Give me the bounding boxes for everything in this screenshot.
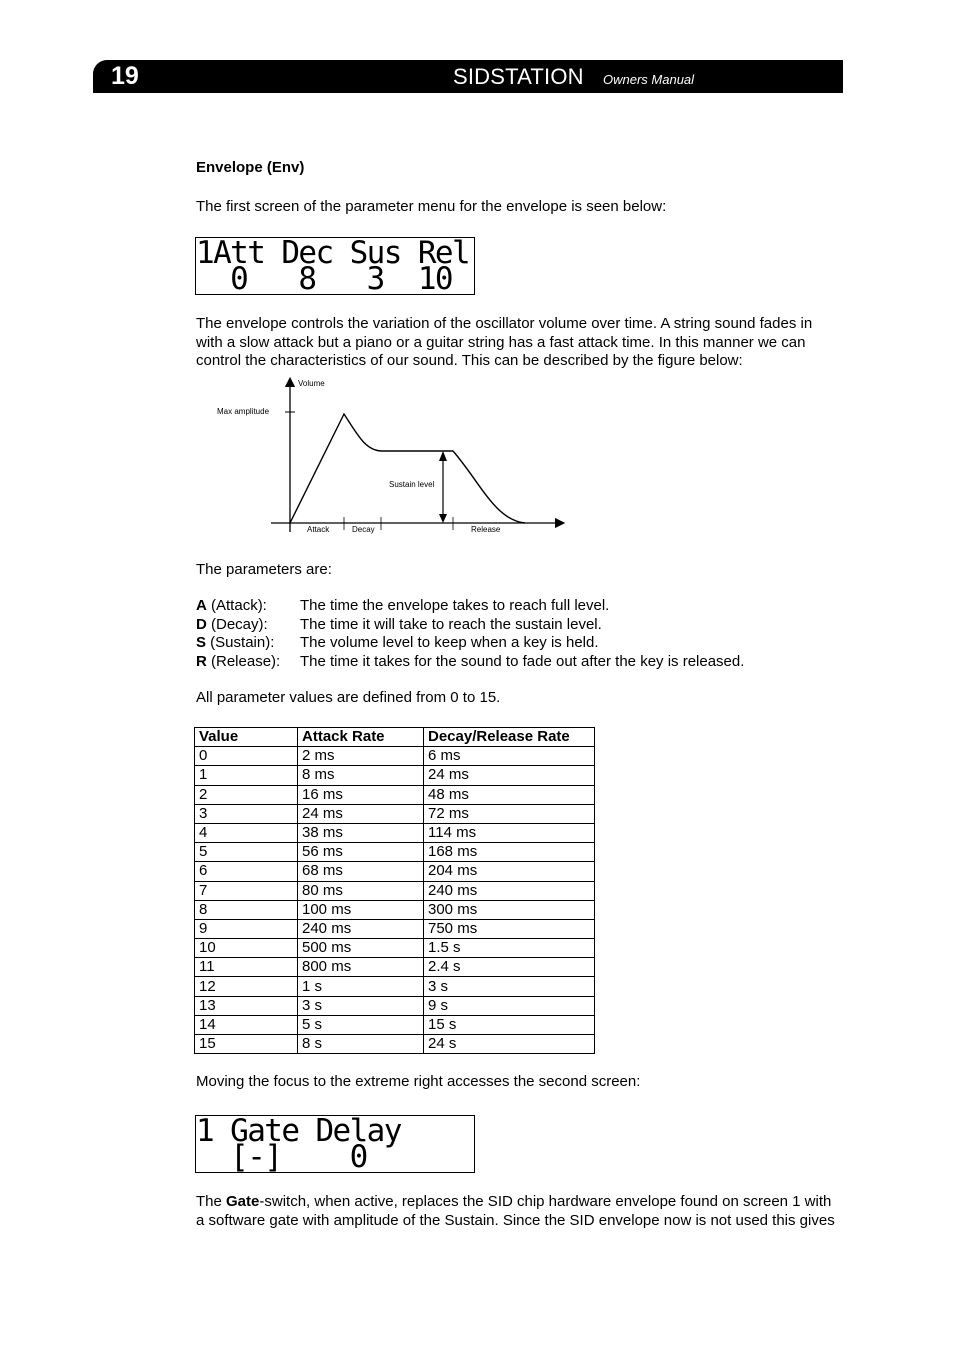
rate-table-body: [195, 747, 595, 1054]
gate-text-line-1: The Gate-switch, when active, replaces the SID chip hardware envelope found on screen 1 with: [196, 1193, 832, 1210]
table-row: [195, 919, 595, 938]
cell-attack-rate: 500 ms: [298, 939, 424, 958]
param-desc: The time it takes for the sound to fade out after the key is released.: [300, 652, 745, 670]
header-subtitle: Owners Manual: [603, 72, 695, 87]
cell-decay-release-rate: 6 ms: [424, 747, 595, 766]
header-attack-rate: Attack Rate: [298, 728, 424, 747]
cell-decay-release-rate: 750 ms: [424, 919, 595, 938]
cell-decay-release-rate: 168 ms: [424, 843, 595, 862]
cell-value: 5: [195, 843, 298, 862]
cell-attack-rate: 24 ms: [298, 804, 424, 823]
lcd-row-2: [-] 0: [196, 1139, 367, 1175]
gate-term: Gate: [226, 1193, 260, 1210]
cell-value: 8: [195, 900, 298, 919]
cell-decay-release-rate: 2.4 s: [424, 958, 595, 977]
table-row: [195, 881, 595, 900]
intro-text: The first screen of the parameter menu for the envelope is seen below:: [196, 198, 667, 215]
sustain-arrow-bottom: [439, 514, 447, 523]
cell-decay-release-rate: 114 ms: [424, 823, 595, 842]
table-row: [195, 977, 595, 996]
cell-value: 14: [195, 1015, 298, 1034]
header-decay-release-rate: Decay/Release Rate: [424, 728, 595, 747]
second-screen-intro: Moving the focus to the extreme right accesses the second screen:: [196, 1073, 641, 1090]
table-row: [195, 958, 595, 977]
param-row-attack: [196, 597, 744, 616]
cell-attack-rate: 38 ms: [298, 823, 424, 842]
cell-decay-release-rate: 1.5 s: [424, 939, 595, 958]
header-value: Value: [195, 728, 298, 747]
param-key: S (Sustain):: [196, 634, 275, 651]
cell-value: 7: [195, 881, 298, 900]
cell-attack-rate: 240 ms: [298, 919, 424, 938]
cell-attack-rate: 8 s: [298, 1035, 424, 1054]
attack-label: Attack: [307, 525, 330, 534]
sustain-level-label: Sustain level: [389, 480, 435, 489]
param-row-release: [196, 653, 744, 672]
max-amplitude-label: Max amplitude: [217, 407, 270, 416]
lcd-screen-1: [195, 237, 475, 295]
rate-table: [194, 727, 595, 1054]
cell-decay-release-rate: 24 s: [424, 1035, 595, 1054]
cell-attack-rate: 16 ms: [298, 785, 424, 804]
envelope-curve: [290, 414, 525, 523]
table-row: [195, 900, 595, 919]
table-row: [195, 862, 595, 881]
brand-title: SIDSTATION: [453, 64, 584, 89]
description-line-1: The envelope controls the variation of the oscillator volume over time. A string sound fades in: [196, 315, 813, 332]
sustain-arrow-top: [439, 451, 447, 461]
cell-decay-release-rate: 24 ms: [424, 766, 595, 785]
table-row: [195, 996, 595, 1015]
cell-decay-release-rate: 204 ms: [424, 862, 595, 881]
cell-decay-release-rate: 48 ms: [424, 785, 595, 804]
envelope-diagram: [205, 372, 575, 542]
param-list: [196, 597, 744, 671]
page-number: 19: [111, 62, 139, 90]
cell-decay-release-rate: 72 ms: [424, 804, 595, 823]
cell-attack-rate: 8 ms: [298, 766, 424, 785]
table-row: [195, 1035, 595, 1054]
cell-value: 3: [195, 804, 298, 823]
param-desc: The time it will take to reach the sustain level.: [300, 615, 602, 633]
cell-decay-release-rate: 15 s: [424, 1015, 595, 1034]
cell-value: 11: [195, 958, 298, 977]
cell-value: 1: [195, 766, 298, 785]
cell-attack-rate: 2 ms: [298, 747, 424, 766]
table-row: [195, 766, 595, 785]
cell-value: 12: [195, 977, 298, 996]
param-desc: The volume level to keep when a key is held.: [300, 634, 599, 651]
params-intro: The parameters are:: [196, 561, 332, 578]
release-label: Release: [471, 525, 501, 534]
param-key: D (Decay):: [196, 615, 268, 633]
cell-decay-release-rate: 9 s: [424, 996, 595, 1015]
page-header: [93, 60, 843, 93]
gate-text-line-2: a software gate with amplitude of the Sustain. Since the SID envelope now is not used this gives: [196, 1211, 835, 1229]
decay-label: Decay: [352, 525, 375, 534]
table-row: [195, 1015, 595, 1034]
lcd-row-1: 1Att Dec Sus Rel: [196, 235, 470, 271]
lcd-row-2: 0 8 3 10: [196, 261, 452, 297]
param-row-sustain: [196, 634, 744, 653]
cell-decay-release-rate: 300 ms: [424, 900, 595, 919]
section-title: Envelope (Env): [196, 159, 305, 176]
volume-label: Volume: [298, 379, 325, 388]
cell-value: 13: [195, 996, 298, 1015]
cell-attack-rate: 56 ms: [298, 843, 424, 862]
param-key: A (Attack):: [196, 597, 267, 614]
table-row: [195, 843, 595, 862]
param-row-decay: [196, 616, 744, 635]
description-line-2: with a slow attack but a piano or a guitar string has a fast attack time. In this manner we can: [196, 333, 806, 351]
cell-value: 9: [195, 919, 298, 938]
table-header-row: [195, 728, 595, 747]
description-line-3: control the characteristics of our sound. This can be described by the figure below:: [196, 352, 743, 369]
table-row: [195, 823, 595, 842]
range-note: All parameter values are defined from 0 to 15.: [196, 689, 501, 706]
cell-value: 15: [195, 1035, 298, 1054]
table-row: [195, 804, 595, 823]
cell-value: 6: [195, 862, 298, 881]
cell-decay-release-rate: 240 ms: [424, 881, 595, 900]
table-row: [195, 785, 595, 804]
cell-decay-release-rate: 3 s: [424, 977, 595, 996]
table-row: [195, 939, 595, 958]
cell-attack-rate: 5 s: [298, 1015, 424, 1034]
cell-value: 10: [195, 939, 298, 958]
cell-attack-rate: 68 ms: [298, 862, 424, 881]
cell-attack-rate: 80 ms: [298, 881, 424, 900]
lcd-screen-2: [195, 1115, 475, 1173]
table-row: [195, 747, 595, 766]
cell-attack-rate: 3 s: [298, 996, 424, 1015]
lcd-row-1: 1 Gate Delay: [196, 1113, 401, 1149]
param-desc: The time the envelope takes to reach full level.: [300, 597, 610, 614]
cell-attack-rate: 800 ms: [298, 958, 424, 977]
cell-attack-rate: 1 s: [298, 977, 424, 996]
cell-value: 0: [195, 747, 298, 766]
param-key: R (Release):: [196, 652, 281, 670]
cell-value: 4: [195, 823, 298, 842]
cell-value: 2: [195, 785, 298, 804]
cell-attack-rate: 100 ms: [298, 900, 424, 919]
